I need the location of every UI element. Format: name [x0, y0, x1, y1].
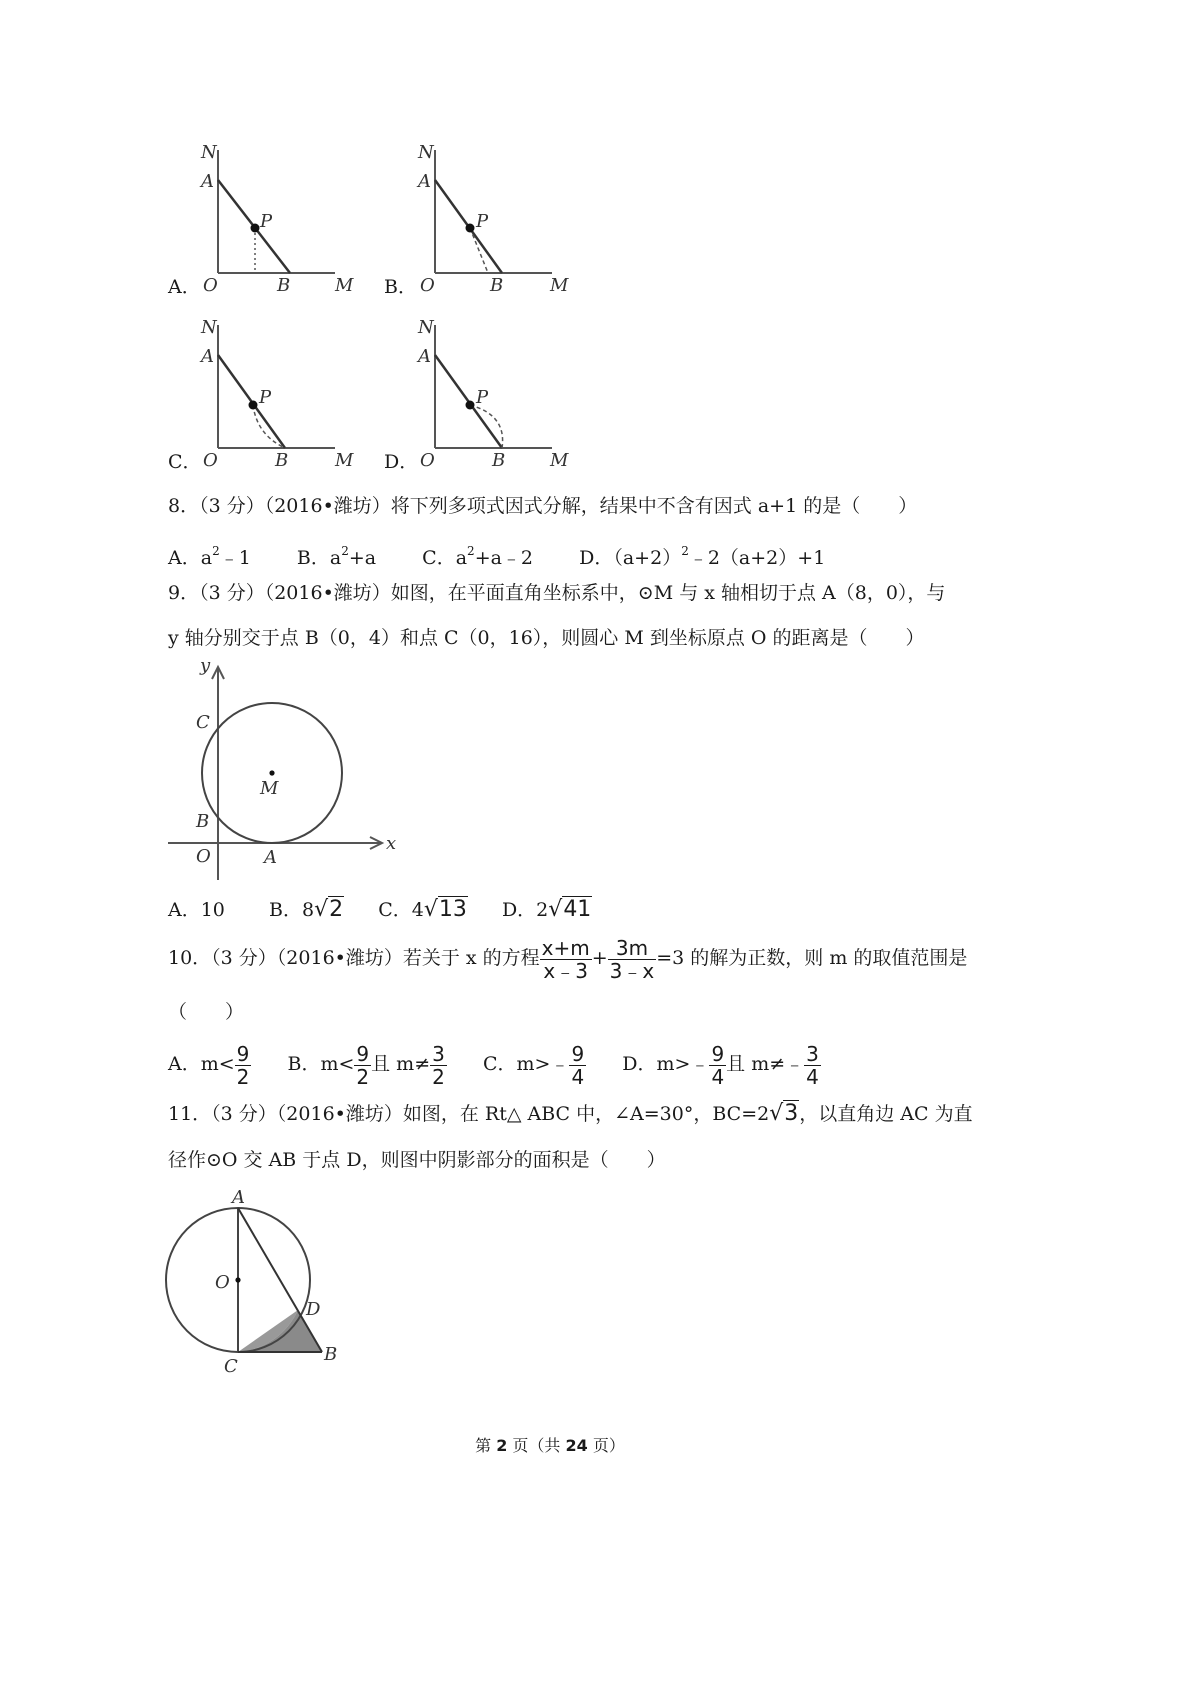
q11-figure — [160, 1185, 350, 1380]
page-footer: 第 2 页（共 24 页） — [475, 1436, 625, 1455]
label-b: B — [492, 450, 506, 471]
label-p: P — [260, 211, 273, 232]
q10-option-c: C．m>﹣ $\frac{9}{4}$ — [482, 1041, 585, 1089]
option-letter: C． — [168, 451, 202, 473]
q8-stem: 8．（3 分）（2016•潍坊）将下列多项式因式分解，结果中不含有因式 a+1 的是（ ） — [168, 495, 918, 517]
q10-bracket: （ ） — [168, 1001, 245, 1023]
label-n: N — [201, 142, 217, 163]
axis-label-y: y — [200, 655, 211, 676]
label-m: M — [550, 275, 569, 296]
page-total: 24 — [565, 1436, 588, 1455]
label-n: N — [418, 317, 434, 338]
label-p: P — [476, 211, 489, 232]
axis-label-x: x — [386, 833, 397, 854]
label-o: O — [196, 846, 211, 867]
option-letter: B． — [384, 276, 417, 298]
label-b: B — [277, 275, 291, 296]
label-m: M — [550, 450, 569, 471]
q10-option-d: D．m>﹣ $\frac{9}{4}$ 且 m≠﹣ $\frac{3}{4}$ — [622, 1041, 819, 1089]
option-letter: D． — [384, 451, 419, 473]
q8-option-c: C．$a^2+a﹣2$ — [422, 544, 534, 569]
label-b: B — [490, 275, 504, 296]
label-c: C — [224, 1356, 238, 1377]
q9-option-d: D．2√41 — [501, 897, 592, 922]
q9-stem-line1: 9．（3 分）（2016•潍坊）如图，在平面直角坐标系中，⊙M 与 x 轴相切于点 A（8，0），与 — [168, 582, 946, 604]
label-b: B — [196, 811, 210, 832]
label-m: M — [335, 450, 354, 471]
fraction: $\frac{x+m}{x﹣3}$ — [541, 935, 590, 983]
page-number: 2 — [496, 1436, 508, 1455]
q7-figure-b — [412, 140, 592, 300]
label-o: O — [203, 275, 218, 296]
label-n: N — [418, 142, 434, 163]
label-m: M — [260, 778, 279, 799]
label-o: O — [420, 275, 435, 296]
label-a: A — [232, 1187, 245, 1208]
label-a: A — [264, 847, 277, 868]
q8-option-a: A．$a^2﹣1$ — [168, 544, 251, 569]
q9-option-b: B．8√2 — [269, 897, 344, 922]
q8-options — [168, 539, 825, 570]
label-c: C — [196, 712, 210, 733]
q10-option-b: B．m< $\frac{9}{2}$ 且 m≠ $\frac{3}{2}$ — [287, 1041, 445, 1089]
q9-options — [168, 898, 592, 922]
q9-option-c: C．4√13 — [378, 897, 467, 922]
q11-stem-line1: 11．（3 分）（2016•潍坊）如图，在 Rt△ ABC 中，∠A=30°，BC=2√3，以直角边 AC 为直 — [168, 1101, 973, 1126]
label-a: A — [418, 346, 431, 367]
q9-stem-line2: y 轴分别交于点 B（0，4）和点 C（0，16），则圆心 M 到坐标原点 O 的距离是（ ） — [168, 627, 925, 649]
q8-option-d: D．$(a+2)^2﹣2(a+2)+1$ — [579, 544, 826, 569]
label-b: B — [324, 1344, 338, 1365]
label-p: P — [476, 387, 489, 408]
q10-stem: 10．（3 分）（2016•潍坊）若关于 x 的方程 $\frac{x+m}{x﹣3}$ + $\frac{3m}{3﹣x}$ =3 的解为正数，则 m 的取值范围是 — [168, 935, 968, 983]
label-a: A — [201, 171, 214, 192]
label-p: P — [259, 387, 272, 408]
option-letter: A． — [168, 276, 201, 298]
fraction: $\frac{3m}{3﹣x}$ — [609, 935, 655, 983]
q9-figure — [160, 655, 410, 890]
label-o: O — [420, 450, 435, 471]
label-a: A — [418, 171, 431, 192]
label-a: A — [201, 346, 214, 367]
label-b: B — [275, 450, 289, 471]
q10-option-a: A．m< $\frac{9}{2}$ — [168, 1041, 250, 1089]
label-o: O — [203, 450, 218, 471]
label-o: O — [215, 1272, 230, 1293]
label-m: M — [335, 275, 354, 296]
q7-figure-c — [195, 315, 375, 475]
q10-options — [168, 1040, 821, 1088]
q9-option-a: A．10 — [168, 899, 225, 921]
label-n: N — [201, 317, 217, 338]
q8-option-b: B．$a^2+a$ — [296, 544, 377, 569]
q7-figure-a — [195, 140, 375, 300]
q7-figure-d — [412, 315, 592, 475]
label-d: D — [306, 1299, 321, 1320]
q11-stem-line2: 径作⊙O 交 AB 于点 D，则图中阴影部分的面积是（ ） — [168, 1149, 666, 1171]
